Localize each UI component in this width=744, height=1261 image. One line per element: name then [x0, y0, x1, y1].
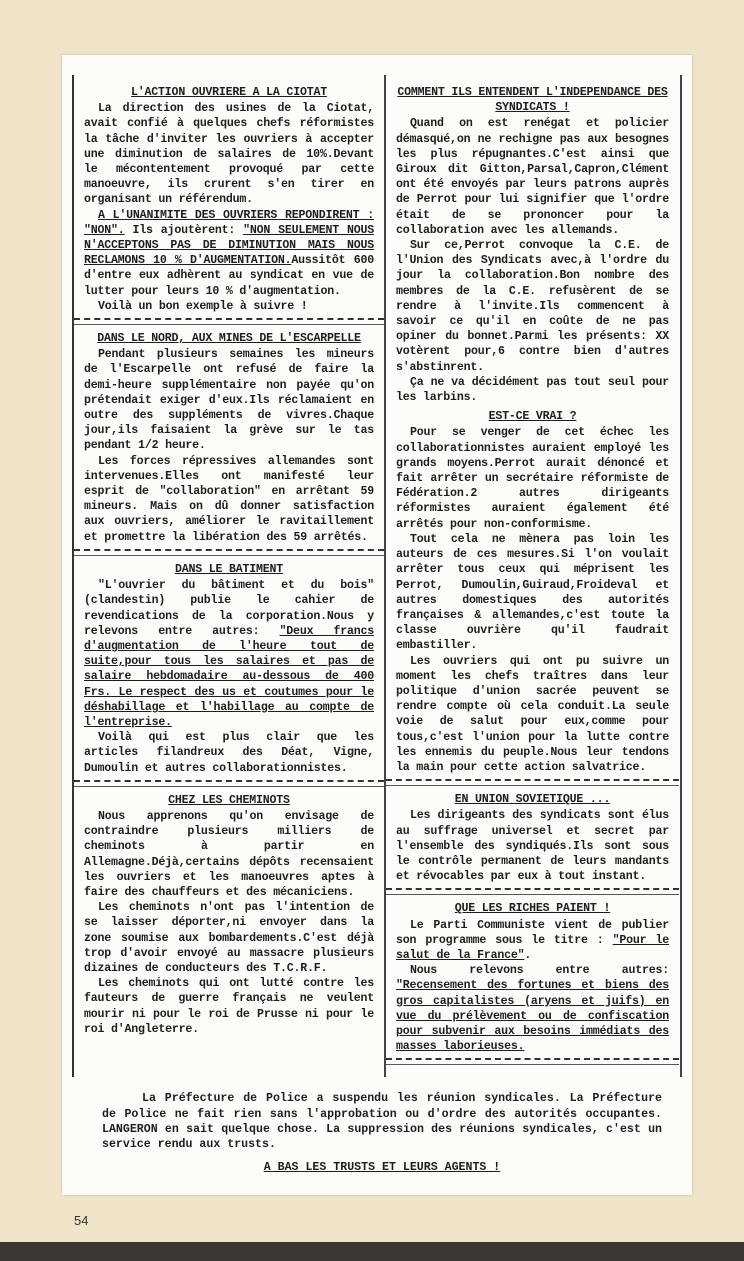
page-number: 54 — [74, 1213, 89, 1229]
slogan: A BAS LES TRUSTS ET LEURS AGENTS ! — [263, 1161, 501, 1175]
article-paragraph: Pour se venger de cet échec les collaborationnistes auraient employé les grands moyens.Perrot aurait dénoncé et fait arrêter un secrétaire réformiste de Fédération.2 autres dirigeants réformistes auraient également été arrêtés pour non-conformisme. — [396, 426, 669, 531]
article-paragraph — [396, 918, 669, 964]
article-title: EST-CE VRAI ? — [488, 410, 577, 424]
quote-text: "Deux francs d'augmentation de l'heure tout de suite,pour tous les salaires et pas de salaire hebdomadaire au-dessous de 400 Frs. Le respect des us et coutumes pour le déshabillage et l'habillage au compte de l'entreprise. — [84, 624, 375, 729]
article-est-ce-vrai — [396, 409, 669, 775]
article-batiment — [84, 562, 374, 776]
article-title: DANS LE BATIMENT — [174, 562, 284, 576]
quote-text: "Recensement des fortunes et biens des gros capitalistes (aryens et juifs) en vue du prélèvement ou de confiscation pour subvenir aux besoins immédiats des masses laborieuses. — [396, 979, 669, 1054]
article-paragraph: Tout cela ne mènera pas loin les auteurs de ces mesures.Si l'on voulait arrêter tous ceux qui méprisent les Perrot, Dumoulin,Guiraud,Froideval et autres domestiques des autorités françaises & allemandes,c'est toute la classe ouvrière qu'il faudrait embastiller. — [396, 532, 669, 653]
section-rule — [74, 549, 384, 556]
article-paragraph: Les cheminots n'ont pas l'intention de se laisser déporter,ni envoyer dans la zone soumise aux bombardements.C'est déjà trop d'avoir envoyé au massacre plusieurs dizaines de conducteurs des T.C.R.F. — [84, 901, 374, 975]
bottom-notice — [72, 1091, 682, 1175]
article-paragraph: Nous apprenons qu'on envisage de contraindre plusieurs milliers de cheminots à partir en Allemagne.Déjà,certains dépôts recensaient les ouvriers et les manoeuvres aptes à faire des chauffeurs et des mécaniciens. — [84, 809, 374, 899]
article-title: L'ACTION OUVRIERE A LA CIOTAT — [131, 86, 327, 99]
article-la-ciotat — [84, 85, 374, 314]
text: "L'ouvrier du bâtiment et du bois" (clandestin) publie le cahier de revendications de la corporation.Nous y relevons entre autres: — [84, 579, 374, 638]
article-paragraph: Sur ce,Perrot convoque la C.E. de l'Union des Syndicats avec,à l'ordre du jour la collaboration.Bon nombre des membres de la C.E. refusèrent de se rendre à l'invite.Ils commencent à savoir ce qu'il en coûte de ne pas opiner du bonnet.Parmi les présents: XX votèrent pour,6 contre bien d'autres s'abstinrent. — [396, 239, 669, 374]
article-paragraph — [84, 578, 374, 730]
article-paragraph: Les ouvriers qui ont pu suivre un moment les chefs traîtres dans leur politique d'union sacrée peuvent se rendre compte où cela conduit.La seule voie de salut pour eux,comme pour tous,c'est l'union pour la lutte contre les ennemis du peuple.Nous leur tendons la main pour cette action salvatrice. — [396, 654, 669, 774]
article-paragraph: La direction des usines de la Ciotat, avait confié à quelques chefs réformistes la tâche d'inviter les ouvriers à accepter une diminution de salaires de 10%.Devant le mécontentement provoqué par cette manoeuvre, ils crurent s'en tirer en organisant un référendum. — [84, 102, 374, 207]
right-column — [386, 75, 679, 1077]
section-rule — [74, 318, 384, 325]
article-paragraph: Les cheminots qui ont lutté contre les fauteurs de guerre français ne veulent mourir ni pour le roi de Prusse ni pour le roi d'Angleterre. — [84, 977, 374, 1036]
article-paragraph: Voilà un bon exemple à suivre ! — [98, 299, 308, 313]
text: Ils ajoutèrent: — [124, 223, 244, 237]
article-paragraph: Les dirigeants des syndicats sont élus au suffrage universel et secret par l'ensemble des syndiqués.Ils sont sous le contrôle permanent de leurs mandants et révocables par eux à tout instant. — [396, 809, 669, 884]
article-paragraph: Pendant plusieurs semaines les mineurs de l'Escarpelle ont refusé de faire la demi-heure supplémentaire non payée qu'on prétendait exiger d'eux.Ils réclamaient en outre des suppléments de vivres.Chaque jour,ils faisaient la grève sur le tas pendant 1/2 heure. — [84, 348, 374, 453]
section-rule — [386, 1058, 679, 1065]
text: Le Parti Communiste vient de publier son programme sous le titre : — [396, 918, 669, 947]
article-escarpelle — [84, 331, 374, 545]
article-cheminots — [84, 793, 374, 1037]
program-title: "Pour le salut de la France" — [396, 933, 669, 962]
article-title: QUE LES RICHES PAIENT ! — [454, 902, 611, 916]
section-rule — [74, 780, 384, 787]
article-title: DANS LE NORD, AUX MINES DE L'ESCARPELLE — [97, 332, 361, 346]
article-paragraph — [396, 963, 669, 1054]
article-paragraph: Quand on est renégat et policier démasqué,on ne rechigne pas aux besognes les plus répugnantes.C'est ainsi que Giroux dit Gitton,Parsal,Capron,Clément ont été envoyés par leurs patrons auprès de Perrot pour lui signifier que l'ordre était de se prononcer pour la collaboration avec les allemands. — [396, 117, 669, 237]
article-paragraph: Les forces répressives allemandes sont intervenues.Elles ont manifesté leur esprit de "collaboration" en arrêtant 59 mineurs. Mais on dû donner satisfaction aux ouvriers, améliorer le ravitaillement et promettre la libération des 59 arrêtés. — [84, 454, 374, 544]
article-paragraph: Voilà qui est plus clair que les articles filandreux des Déat, Vigne, Dumoulin et autres collaborationnistes. — [84, 731, 374, 775]
section-rule — [386, 888, 679, 895]
article-title: COMMENT ILS ENTENDENT L'INDEPENDANCE DES SYNDICATS ! — [397, 86, 668, 115]
left-column — [74, 75, 386, 1077]
leaflet-sheet — [62, 55, 692, 1195]
text: Aussitôt 600 d'entre eux adhèrent au syndicat en vue de lutter pour leurs 10 % d'augmentation. — [84, 254, 374, 298]
quote-text: "NON SEULEMENT NOUS N'ACCEPTONS PAS DE DIMINUTION MAIS NOUS RECLAMONS 10 % D'AUGMENTATION. — [84, 223, 374, 268]
article-independance — [396, 85, 669, 405]
scanner-edge — [0, 1242, 744, 1261]
emphasis-text: A L'UNANIMITE DES OUVRIERS REPONDIRENT : "NON". — [84, 208, 374, 237]
notice-paragraph: La Préfecture de Police a suspendu les réunion syndicales. La Préfecture de Police ne fait rien sans l'approbation ou d'ordre des autorités occupantes. LANGERON en sait quelque chose. La suppression des réunions syndicales, c'est un service rendu aux trusts. — [102, 1092, 662, 1151]
text: . — [524, 948, 532, 962]
article-paragraph: Ça ne va décidément pas tout seul pour les larbins. — [396, 375, 669, 405]
section-rule — [386, 779, 679, 786]
article-paragraph — [84, 208, 374, 299]
article-union-sovietique — [396, 792, 669, 884]
article-title: EN UNION SOVIETIQUE ... — [454, 793, 611, 807]
text: Nous relevons entre autres: — [410, 964, 669, 978]
leaflet-frame — [72, 75, 682, 1077]
article-title: CHEZ LES CHEMINOTS — [168, 793, 290, 807]
article-riches-paient — [396, 901, 669, 1054]
